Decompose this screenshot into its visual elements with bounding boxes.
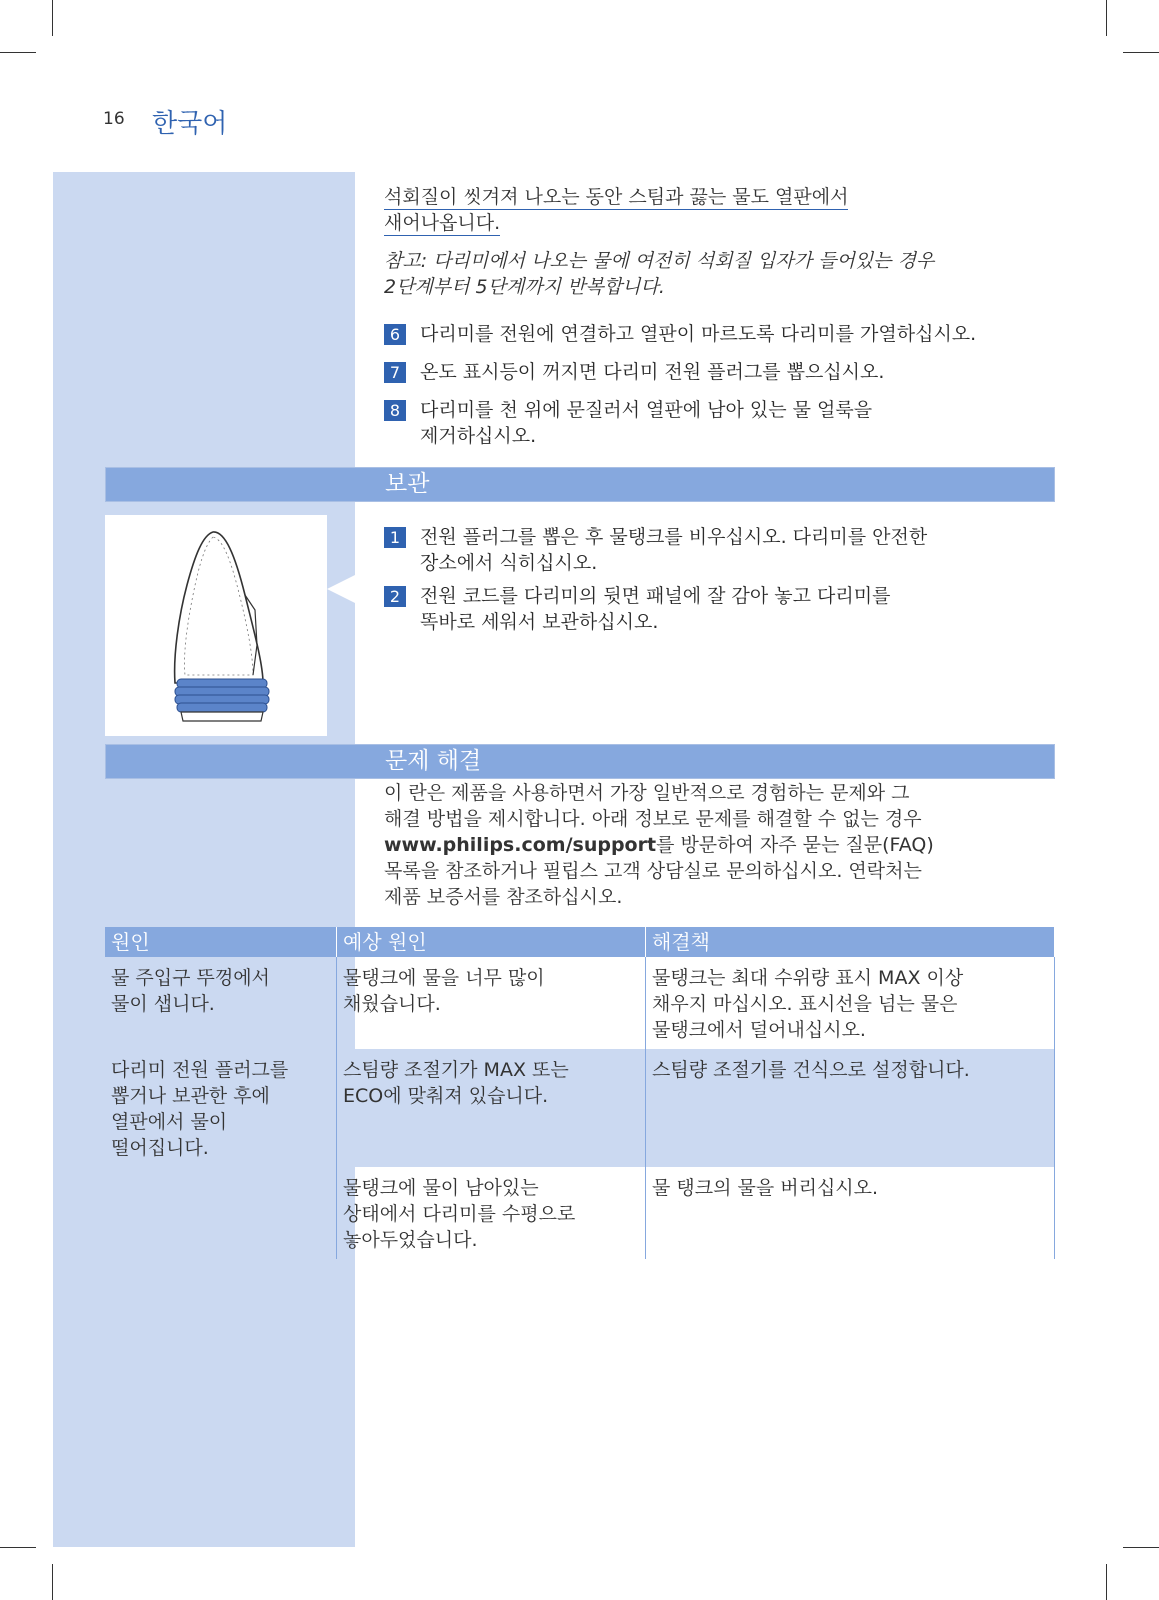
crop-mark	[52, 0, 53, 36]
table-row	[105, 957, 1055, 1050]
intro-line: 이 란은 제품을 사용하면서 가장 일반적으로 경험하는 문제와 그	[384, 782, 910, 804]
step-line: 제거하십시오.	[420, 425, 537, 447]
step-text	[420, 524, 1064, 576]
cause-cell: 물탱크에 물을 너무 많이 채웠습니다.	[337, 957, 646, 1050]
support-link[interactable]: www.philips.com/support	[384, 834, 657, 856]
step-line: 똑바로 세워서 보관하십시오.	[420, 611, 659, 633]
column-header: 원인	[105, 927, 337, 957]
crop-mark	[1123, 52, 1159, 53]
step-item	[384, 321, 1064, 347]
crop-mark	[0, 52, 36, 53]
intro-line: 석회질이 씻겨져 나오는 동안 스팀과 끓는 물도 열판에서	[384, 186, 849, 208]
column-header: 해결책	[646, 927, 1055, 957]
section-bar-troubleshooting	[105, 744, 1055, 779]
steam-iron-icon	[105, 515, 327, 736]
table-header-row	[105, 927, 1055, 957]
crop-mark	[52, 1564, 53, 1600]
problem-cell	[105, 1167, 337, 1259]
table-row	[105, 1167, 1055, 1259]
step-text: 다리미를 전원에 연결하고 열판이 마르도록 다리미를 가열하십시오.	[420, 323, 977, 345]
step-text: 온도 표시등이 꺼지면 다리미 전원 플러그를 뽑으십시오.	[420, 361, 885, 383]
cause-cell: 물탱크에 물이 남아있는 상태에서 다리미를 수평으로 놓아두었습니다.	[337, 1167, 646, 1259]
page-language: 한국어	[152, 109, 228, 139]
note-paragraph	[384, 248, 1064, 300]
column-header: 예상 원인	[337, 927, 646, 957]
step-item	[384, 359, 1064, 385]
step-line: 전원 플러그를 뽑은 후 물탱크를 비우십시오. 다리미를 안전한	[420, 526, 928, 548]
page-number: 16	[103, 109, 125, 129]
intro-line: 목록을 참조하거나 필립스 고객 상담실로 문의하십시오. 연락처는	[384, 860, 922, 882]
step-number: 8	[384, 400, 406, 421]
step-number: 7	[384, 362, 406, 383]
troubleshooting-table	[105, 927, 1055, 1259]
step-text	[420, 583, 1064, 635]
crop-mark	[0, 1547, 36, 1548]
iron-illustration	[105, 515, 327, 736]
note-line: 참고: 다리미에서 나오는 물에 여전히 석회질 입자가 들어있는 경우	[384, 250, 935, 272]
intro-line: 제품 보증서를 참조하십시오.	[384, 886, 623, 908]
step-line: 다리미를 천 위에 문질러서 열판에 남아 있는 물 얼룩을	[420, 399, 873, 421]
section-title: 보관	[385, 471, 430, 497]
crop-mark	[1106, 1564, 1107, 1600]
left-column-band	[53, 172, 355, 1547]
solution-cell: 물탱크는 최대 수위량 표시 MAX 이상 채우지 마십시오. 표시선을 넘는 물은 물탱크에서 덜어내십시오.	[646, 957, 1055, 1050]
intro-line: 새어나옵니다.	[384, 212, 501, 234]
solution-cell: 스팀량 조절기를 건식으로 설정합니다.	[646, 1049, 1055, 1167]
problem-cell: 다리미 전원 플러그를 뽑거나 보관한 후에 열판에서 물이 떨어집니다.	[105, 1049, 337, 1167]
step-text	[420, 397, 1064, 449]
intro-paragraph	[384, 184, 954, 236]
problem-cell: 물 주입구 뚜껑에서 물이 샙니다.	[105, 957, 337, 1050]
cause-cell: 스팀량 조절기가 MAX 또는 ECO에 맞춰져 있습니다.	[337, 1049, 646, 1167]
step-number: 2	[384, 586, 406, 607]
step-number: 6	[384, 324, 406, 345]
solution-cell: 물 탱크의 물을 버리십시오.	[646, 1167, 1055, 1259]
step-item	[384, 524, 1064, 576]
crop-mark	[1106, 0, 1107, 36]
step-item	[384, 397, 1064, 449]
step-line: 전원 코드를 다리미의 뒷면 패널에 잘 감아 놓고 다리미를	[420, 585, 891, 607]
step-line: 장소에서 식히십시오.	[420, 552, 598, 574]
intro-line: 해결 방법을 제시합니다. 아래 정보로 문제를 해결할 수 없는 경우	[384, 808, 922, 830]
section-title: 문제 해결	[385, 748, 482, 774]
troubleshooting-intro	[384, 780, 1054, 910]
step-item	[384, 583, 1064, 635]
callout-pointer	[327, 575, 355, 603]
note-line: 2단계부터 5단계까지 반복합니다.	[384, 276, 665, 298]
table-row	[105, 1049, 1055, 1167]
intro-line: 를 방문하여 자주 묻는 질문(FAQ)	[656, 834, 934, 856]
crop-mark	[1123, 1547, 1159, 1548]
step-number: 1	[384, 527, 406, 548]
section-bar-storage	[105, 467, 1055, 502]
